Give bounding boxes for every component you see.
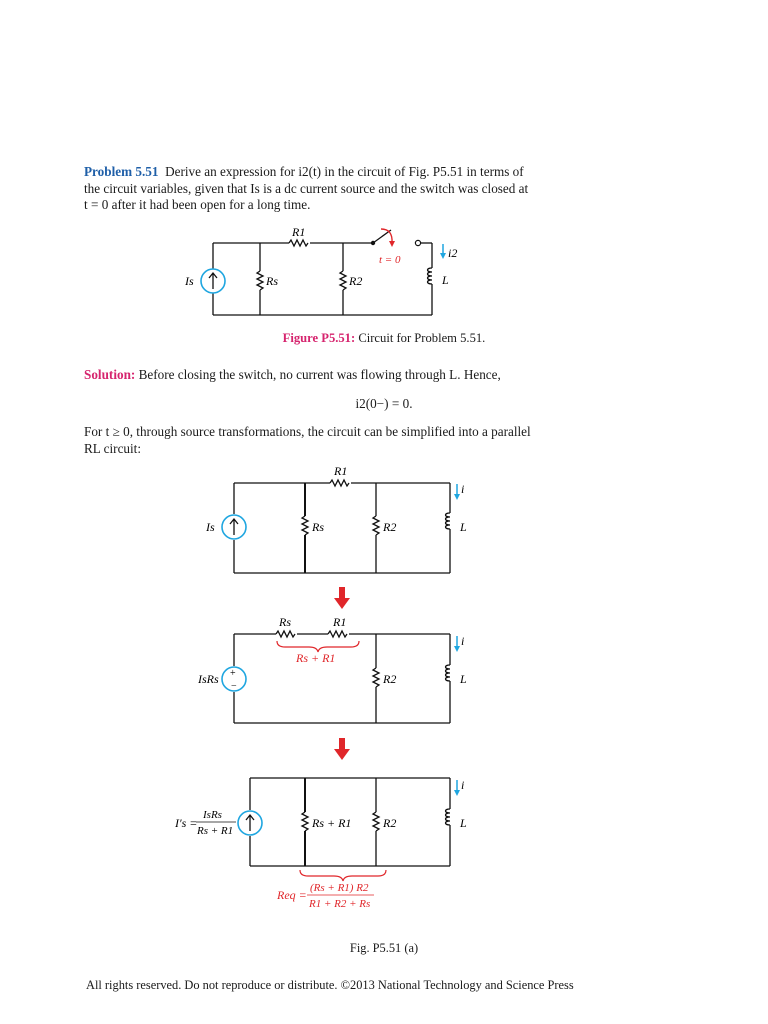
resistor-r2 bbox=[340, 271, 346, 290]
label-is-prime: I′s = bbox=[175, 816, 198, 830]
label-r2: R2 bbox=[383, 520, 397, 534]
label-r1: R1 bbox=[333, 615, 347, 629]
solution-para-line-1: For t ≥ 0, through source transformations, the circuit can be simplified into a parallel bbox=[84, 424, 531, 439]
label-r2: R2 bbox=[383, 672, 397, 686]
solution-para-line-2: RL circuit: bbox=[84, 440, 142, 456]
label-i2: i2 bbox=[448, 246, 458, 260]
label-i: i bbox=[461, 634, 465, 648]
req-numerator: (Rs + R1) R2 bbox=[310, 882, 369, 894]
plus-sign: + bbox=[230, 668, 236, 679]
label-l: L bbox=[460, 672, 467, 686]
label-r1: R1 bbox=[292, 225, 306, 239]
frac-denominator: Rs + R1 bbox=[197, 825, 234, 837]
resistor-r1 bbox=[289, 240, 308, 246]
label-r2: R2 bbox=[349, 274, 363, 288]
label-l: L bbox=[460, 520, 467, 534]
figure-p551-circuit bbox=[0, 220, 768, 330]
figure-caption bbox=[0, 331, 768, 346]
solution-label: Solution: bbox=[84, 367, 136, 382]
solution-paragraph bbox=[84, 424, 694, 457]
frac-numerator: IsRs bbox=[203, 809, 222, 821]
label-rs: Rs bbox=[266, 274, 278, 288]
req-brace bbox=[300, 870, 386, 881]
circuit-diagram-c bbox=[0, 770, 768, 920]
transform-arrow-1 bbox=[334, 587, 350, 611]
label-rs-plus-r1: Rs + R1 bbox=[312, 816, 352, 830]
problem-line-2: the circuit variables, given that Is is a dc current source and the switch was closed at bbox=[84, 180, 529, 196]
label-rs: Rs bbox=[312, 520, 324, 534]
figure-a-caption: Fig. P5.51 (a) bbox=[349, 941, 419, 955]
caption-label: Figure P5.51: bbox=[282, 331, 356, 345]
label-t0: t = 0 bbox=[379, 254, 401, 266]
label-r2: R2 bbox=[383, 816, 397, 830]
label-rs-plus-r1: Rs + R1 bbox=[296, 651, 336, 665]
circuit-diagram-b bbox=[0, 610, 768, 730]
problem-line-3: t = 0 after it had been open for a long time. bbox=[84, 197, 311, 212]
current-arrow-icon bbox=[246, 815, 254, 831]
label-is: Is bbox=[185, 274, 194, 288]
resistor-rs bbox=[257, 271, 263, 290]
label-i: i bbox=[461, 482, 465, 496]
problem-text-1: Derive an expression for i2(t) in the circuit of Fig. P5.51 in terms of bbox=[165, 164, 524, 179]
current-arrow-icon bbox=[230, 519, 238, 535]
label-i: i bbox=[461, 778, 465, 792]
solution-line bbox=[84, 367, 694, 384]
circuit-diagram-a bbox=[0, 460, 768, 580]
label-req: Req = bbox=[277, 888, 307, 902]
label-isrs: IsRs bbox=[198, 672, 219, 686]
caption-text: Circuit for Problem 5.51. bbox=[358, 331, 486, 345]
minus-sign: − bbox=[231, 681, 237, 692]
problem-label: Problem 5.51 bbox=[84, 164, 159, 179]
current-arrow-icon bbox=[209, 273, 217, 289]
label-r1: R1 bbox=[334, 464, 348, 478]
req-denominator: R1 + R2 + Rs bbox=[309, 898, 371, 910]
label-l: L bbox=[442, 273, 449, 287]
label-rs: Rs bbox=[279, 615, 291, 629]
problem-statement bbox=[84, 164, 694, 214]
label-l: L bbox=[460, 816, 467, 830]
down-arrow-icon bbox=[334, 598, 350, 609]
transform-arrow-2 bbox=[334, 738, 350, 762]
initial-condition-equation: i2(0−) = 0. bbox=[355, 396, 413, 411]
copyright-footer: All rights reserved. Do not reproduce or distribute. ©2013 National Technology and Science Press bbox=[86, 978, 574, 992]
down-arrow-icon bbox=[334, 749, 350, 760]
problem-line-1 bbox=[84, 164, 694, 181]
solution-text: Before closing the switch, no current was flowing through L. Hence, bbox=[138, 367, 501, 382]
inductor-l bbox=[428, 268, 433, 284]
label-is: Is bbox=[206, 520, 215, 534]
